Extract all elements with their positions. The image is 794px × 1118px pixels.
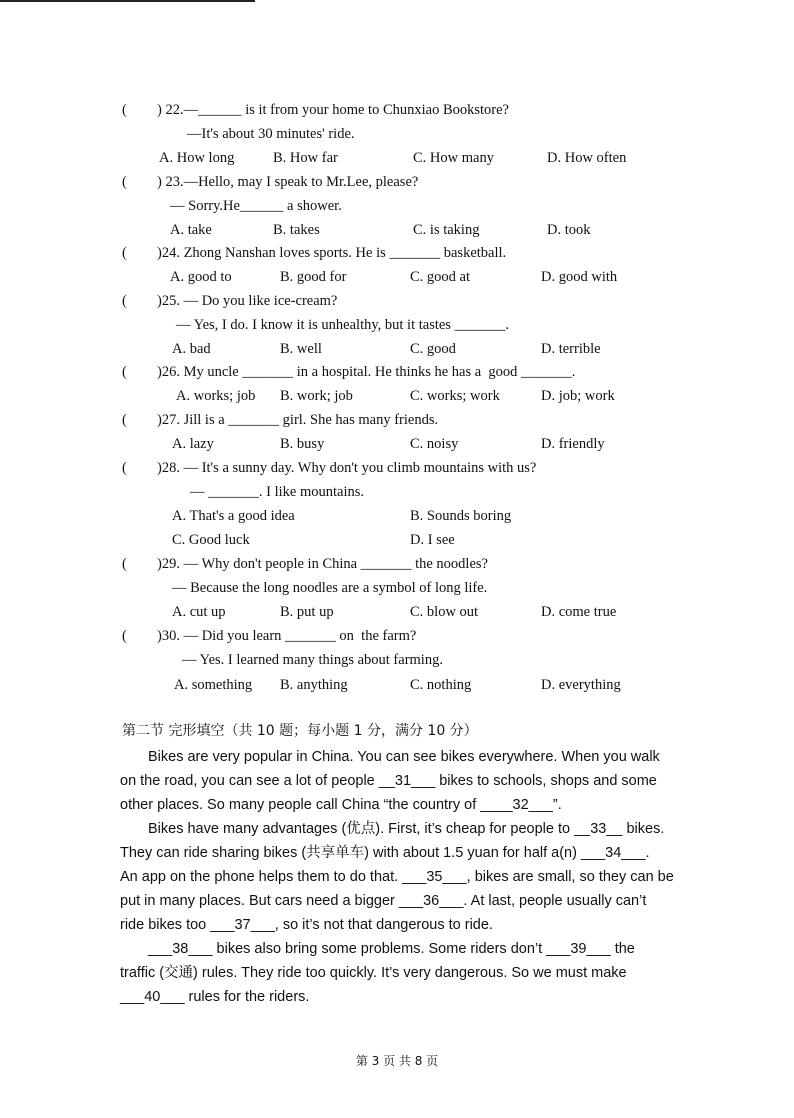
- question-25-option-a[interactable]: A. bad: [172, 341, 211, 357]
- passage-line-10: traffic (交通) rules. They ride too quickly. It’s very dangerous. So we must make: [120, 965, 627, 981]
- answer-paren-25[interactable]: (: [122, 293, 127, 309]
- question-30-option-d[interactable]: D. everything: [541, 677, 621, 693]
- question-29-reply: — Because the long noodles are a symbol of long life.: [172, 580, 488, 596]
- question-30-stem: )30. — Did you learn _______ on the farm?: [157, 628, 417, 644]
- question-28-option-d[interactable]: D. I see: [410, 532, 455, 548]
- section-title: 第二节 完形填空（共 10 题；每小题 1 分，满分 10 分）: [122, 723, 478, 739]
- page-footer: 第 3 页 共 8 页: [355, 1054, 439, 1068]
- passage-line-6: An app on the phone helps them to do that. ___35___, bikes are small, so they can be: [120, 869, 674, 885]
- question-22-reply: —It's about 30 minutes' ride.: [187, 126, 355, 142]
- passage-line-2: on the road, you can see a lot of people __31___ bikes to schools, shops and some: [120, 773, 657, 789]
- question-27-option-d[interactable]: D. friendly: [541, 436, 605, 452]
- top-rule: [0, 0, 255, 2]
- passage-line-4: Bikes have many advantages (优点). First, it’s cheap for people to __33__ bikes.: [148, 821, 665, 837]
- passage-line-1: Bikes are very popular in China. You can see bikes everywhere. When you walk: [148, 749, 660, 765]
- question-29-option-d[interactable]: D. come true: [541, 604, 617, 620]
- question-22-option-a[interactable]: A. How long: [159, 150, 235, 166]
- question-23-reply: — Sorry.He______ a shower.: [170, 198, 342, 214]
- question-22-stem: ) 22.—______ is it from your home to Chunxiao Bookstore?: [157, 102, 509, 118]
- answer-paren-26[interactable]: (: [122, 364, 127, 380]
- answer-paren-23[interactable]: (: [122, 174, 127, 190]
- question-25-option-c[interactable]: C. good: [410, 341, 456, 357]
- question-25-option-d[interactable]: D. terrible: [541, 341, 601, 357]
- question-30-reply: — Yes. I learned many things about farming.: [182, 652, 443, 668]
- question-30-option-c[interactable]: C. nothing: [410, 677, 472, 693]
- question-30-option-a[interactable]: A. something: [174, 677, 253, 693]
- answer-paren-24[interactable]: (: [122, 245, 127, 261]
- passage-line-9: ___38___ bikes also bring some problems. Some riders don’t ___39___ the: [148, 941, 635, 957]
- question-24-option-b[interactable]: B. good for: [280, 269, 347, 285]
- answer-paren-30[interactable]: (: [122, 628, 127, 644]
- question-28-stem: )28. — It's a sunny day. Why don't you climb mountains with us?: [157, 460, 537, 476]
- question-27-stem: )27. Jill is a _______ girl. She has many friends.: [157, 412, 439, 428]
- question-22-option-d[interactable]: D. How often: [547, 150, 627, 166]
- answer-paren-29[interactable]: (: [122, 556, 127, 572]
- question-23-option-b[interactable]: B. takes: [273, 222, 320, 238]
- question-23-option-c[interactable]: C. is taking: [413, 222, 480, 238]
- question-24-option-a[interactable]: A. good to: [170, 269, 232, 285]
- question-24-option-c[interactable]: C. good at: [410, 269, 471, 285]
- question-22-option-c[interactable]: C. How many: [413, 150, 494, 166]
- question-29-option-a[interactable]: A. cut up: [172, 604, 226, 620]
- question-26-option-b[interactable]: B. work; job: [280, 388, 353, 404]
- question-23-stem: ) 23.—Hello, may I speak to Mr.Lee, please?: [157, 174, 419, 190]
- question-24-option-d[interactable]: D. good with: [541, 269, 618, 285]
- question-28-reply: — _______. I like mountains.: [190, 484, 364, 500]
- answer-paren-27[interactable]: (: [122, 412, 127, 428]
- question-29-option-c[interactable]: C. blow out: [410, 604, 479, 620]
- passage-line-3: other places. So many people call China “the country of ____32___”.: [120, 797, 562, 813]
- answer-paren-28[interactable]: (: [122, 460, 127, 476]
- question-25-stem: )25. — Do you like ice-cream?: [157, 293, 338, 309]
- question-26-option-c[interactable]: C. works; work: [410, 388, 500, 404]
- question-26-option-d[interactable]: D. job; work: [541, 388, 615, 404]
- question-30-option-b[interactable]: B. anything: [280, 677, 348, 693]
- question-23-option-a[interactable]: A. take: [170, 222, 212, 238]
- question-24-stem: )24. Zhong Nanshan loves sports. He is _______ basketball.: [157, 245, 507, 261]
- question-25-reply: — Yes, I do. I know it is unhealthy, but it tastes _______.: [176, 317, 509, 333]
- passage-line-5: They can ride sharing bikes (共享单车) with about 1.5 yuan for half a(n) ___34___.: [120, 845, 650, 861]
- question-27-option-b[interactable]: B. busy: [280, 436, 325, 452]
- passage-line-7: put in many places. But cars need a bigger ___36___. At last, people usually can’t: [120, 893, 647, 909]
- question-28-option-a[interactable]: A. That's a good idea: [172, 508, 295, 524]
- question-26-option-a[interactable]: A. works; job: [176, 388, 256, 404]
- passage-line-8: ride bikes too ___37___, so it’s not that dangerous to ride.: [120, 917, 493, 933]
- passage-line-11: ___40___ rules for the riders.: [120, 989, 310, 1005]
- question-27-option-a[interactable]: A. lazy: [172, 436, 214, 452]
- question-26-stem: )26. My uncle _______ in a hospital. He thinks he has a good _______.: [157, 364, 576, 380]
- question-28-option-c[interactable]: C. Good luck: [172, 532, 250, 548]
- question-29-option-b[interactable]: B. put up: [280, 604, 334, 620]
- question-22-option-b[interactable]: B. How far: [273, 150, 338, 166]
- question-25-option-b[interactable]: B. well: [280, 341, 322, 357]
- question-28-option-b[interactable]: B. Sounds boring: [410, 508, 512, 524]
- answer-paren-22[interactable]: (: [122, 102, 127, 118]
- question-27-option-c[interactable]: C. noisy: [410, 436, 459, 452]
- question-23-option-d[interactable]: D. took: [547, 222, 591, 238]
- question-29-stem: )29. — Why don't people in China _______ the noodles?: [157, 556, 488, 572]
